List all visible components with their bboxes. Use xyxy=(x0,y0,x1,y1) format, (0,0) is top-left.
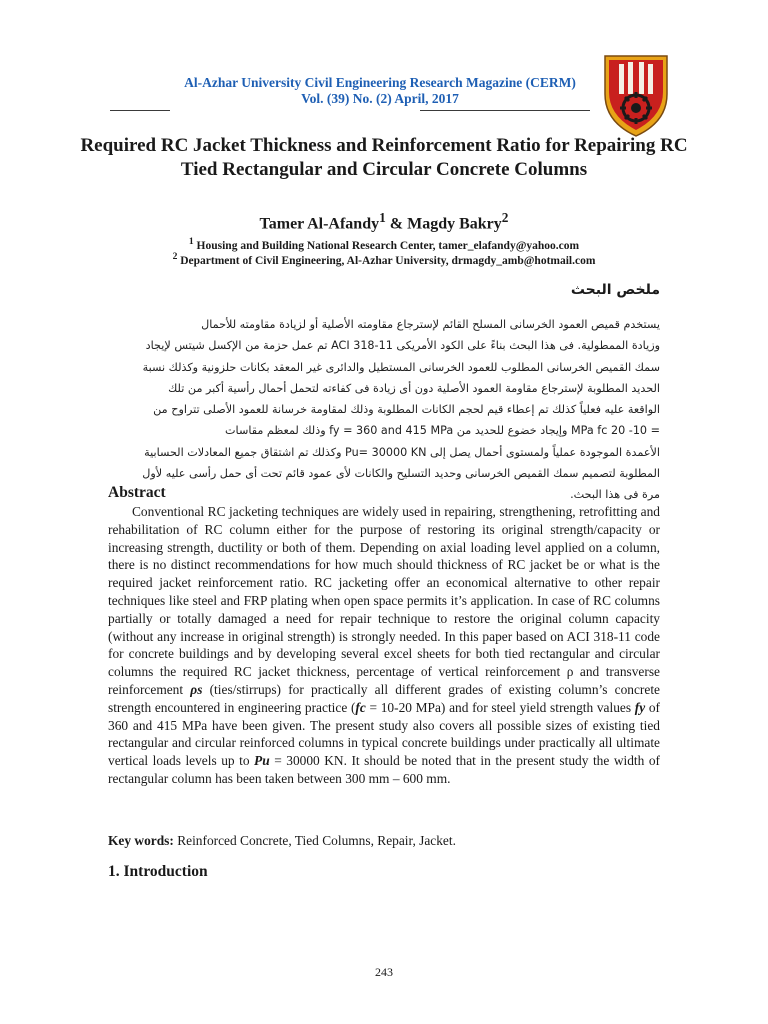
abstract-paragraph xyxy=(108,503,660,788)
abstract-heading: Abstract xyxy=(108,484,166,501)
affiliation-2-marker: 2 xyxy=(172,251,178,262)
author-1-affil-marker: 1 xyxy=(379,210,386,225)
arabic-abstract xyxy=(108,314,660,506)
abstract-text-5: = 30000 KN. It should be noted that in the present study the width of rectangular column has been taken between 300 mm – 600 mm. xyxy=(108,753,660,786)
arabic-line: سمك القميص الخرسانى المطلوب للعمود الخرسانى المستطيل والدائرى غير المعقد بكانات حلزونية وكذلك نسبة xyxy=(142,360,660,374)
arabic-line: = 10- 20 MPa fc وإيجاد خضوع للحديد من fy = 360 and 415 MPa وذلك لمعظم مقاسات xyxy=(225,424,660,438)
introduction-heading: 1. Introduction xyxy=(108,863,208,880)
affiliation-1 xyxy=(80,236,688,252)
author-joiner: & xyxy=(385,215,408,233)
arabic-line: مرة فى هذا البحث. xyxy=(570,488,660,502)
symbol-fc: fc xyxy=(355,699,366,715)
abstract-text-1: Conventional RC jacketing techniques are widely used in repairing, strengthening, retrofitting and rehabilitation of RC column either for the purpose of restoring its original strength/capacity or increasing strength, ductility or both of them. Depending on axial loading level applied on a column, there is no distinct recommendations for how much should thickness of RC jacket be or what is the required jacket reinforcement ratio. RC jacketing offer an economical alternative to other repair techniques like steel and FRP plating when open space permits it’s application. In case of RC columns partially or totally damaged a need for repair technique to restore the original column capacity (without any increase in original strength) is strongly needed. In this paper based on ACI 318-11 code for concrete buildings and by developing several excel sheets for both tied rectangular and circular columns the required RC jacket thickness, percentage of vertical reinforcement ρ and transverse reinforcement xyxy=(108,504,660,697)
journal-volume: Vol. (39) No. (2) April, 2017 xyxy=(301,91,459,106)
arabic-line: المطلوبة لتصميم سمك القميص الخرسانى وحديد التسليح والكانات لأى عمود قائم تحت أى حمل رأسى عليه لأول xyxy=(142,467,660,481)
header-rule-right xyxy=(420,110,590,111)
symbol-rho-s: ρs xyxy=(190,681,203,697)
journal-header xyxy=(110,75,650,107)
author-2: Magdy Bakry xyxy=(407,215,502,233)
arabic-line: الواقعة عليه فعلياً كذلك تم إعطاء قيم لحجم الكانات المطلوبة وذلك لمقاومة خرسانة للعمود الأصلى تتراوح من xyxy=(153,403,660,417)
arabic-line: وزيادة الممطولية. فى هذا البحث بناءً على الكود الأمريكى ACI 318-11 تم عمل حزمة من الإكسل شيتس لإيجاد xyxy=(145,339,660,353)
paper-title: Required RC Jacket Thickness and Reinforcement Ratio for Repairing RC Tied Rectangular and Circular Concrete Columns xyxy=(80,135,688,180)
affiliation-2 xyxy=(80,251,688,267)
author-2-affil-marker: 2 xyxy=(501,210,509,225)
keywords xyxy=(108,833,456,849)
keywords-text: Reinforced Concrete, Tied Columns, Repair, Jacket. xyxy=(173,833,456,848)
journal-name: Al-Azhar University Civil Engineering Research Magazine (CERM) xyxy=(184,75,576,90)
arabic-line: الحديد المطلوبة لإسترجاع مقاومة العمود الأصلية دون أى زيادة فى كفاءته لتحمل أحمال رأسية أكبر من تلك xyxy=(168,381,660,395)
author-1: Tamer Al-Afandy xyxy=(259,215,380,233)
page-number: 243 xyxy=(375,965,393,979)
arabic-abstract-heading: ملخص البحث xyxy=(570,282,660,298)
header-rule-left xyxy=(110,110,170,111)
abstract-text-4: of 360 and 415 MPa have been given. The present study also covers all possible sizes of existing tied rectangular and circular reinforced columns in typical concrete buildings under practically all ultimate vertical loads levels up to xyxy=(108,699,660,769)
university-logo-icon xyxy=(595,50,677,140)
keywords-label: Key words: xyxy=(108,833,174,848)
arabic-line: يستخدم قميص العمود الخرسانى المسلح القائم لإسترجاع مقاومته الأصلية أو لزيادة مقاومته للأحمال xyxy=(201,318,660,331)
affiliation-1-marker: 1 xyxy=(188,236,194,247)
symbol-fy: fy xyxy=(634,699,646,715)
symbol-pu: Pu xyxy=(254,753,270,769)
affiliation-1-text: Housing and Building National Research Center, tamer_elafandy@yahoo.com xyxy=(193,239,580,252)
abstract-body xyxy=(108,503,660,788)
affiliation-2-text: Department of Civil Engineering, Al-Azhar University, drmagdy_amb@hotmail.com xyxy=(177,254,596,267)
abstract-text-3: = 10-20 MPa) and for steel yield strength values xyxy=(365,699,635,715)
authors xyxy=(80,210,688,233)
abstract-text-2: (ties/stirrups) for practically all different grades of existing column’s concrete strength encountered in engineering practice ( xyxy=(108,681,660,715)
arabic-line: الأعمدة الموجودة عملياً ولمستوى أحمال يصل إلى Pu= 30000 KN وكذلك تم اشتقاق جميع المعادلات الحسابية xyxy=(144,445,660,459)
